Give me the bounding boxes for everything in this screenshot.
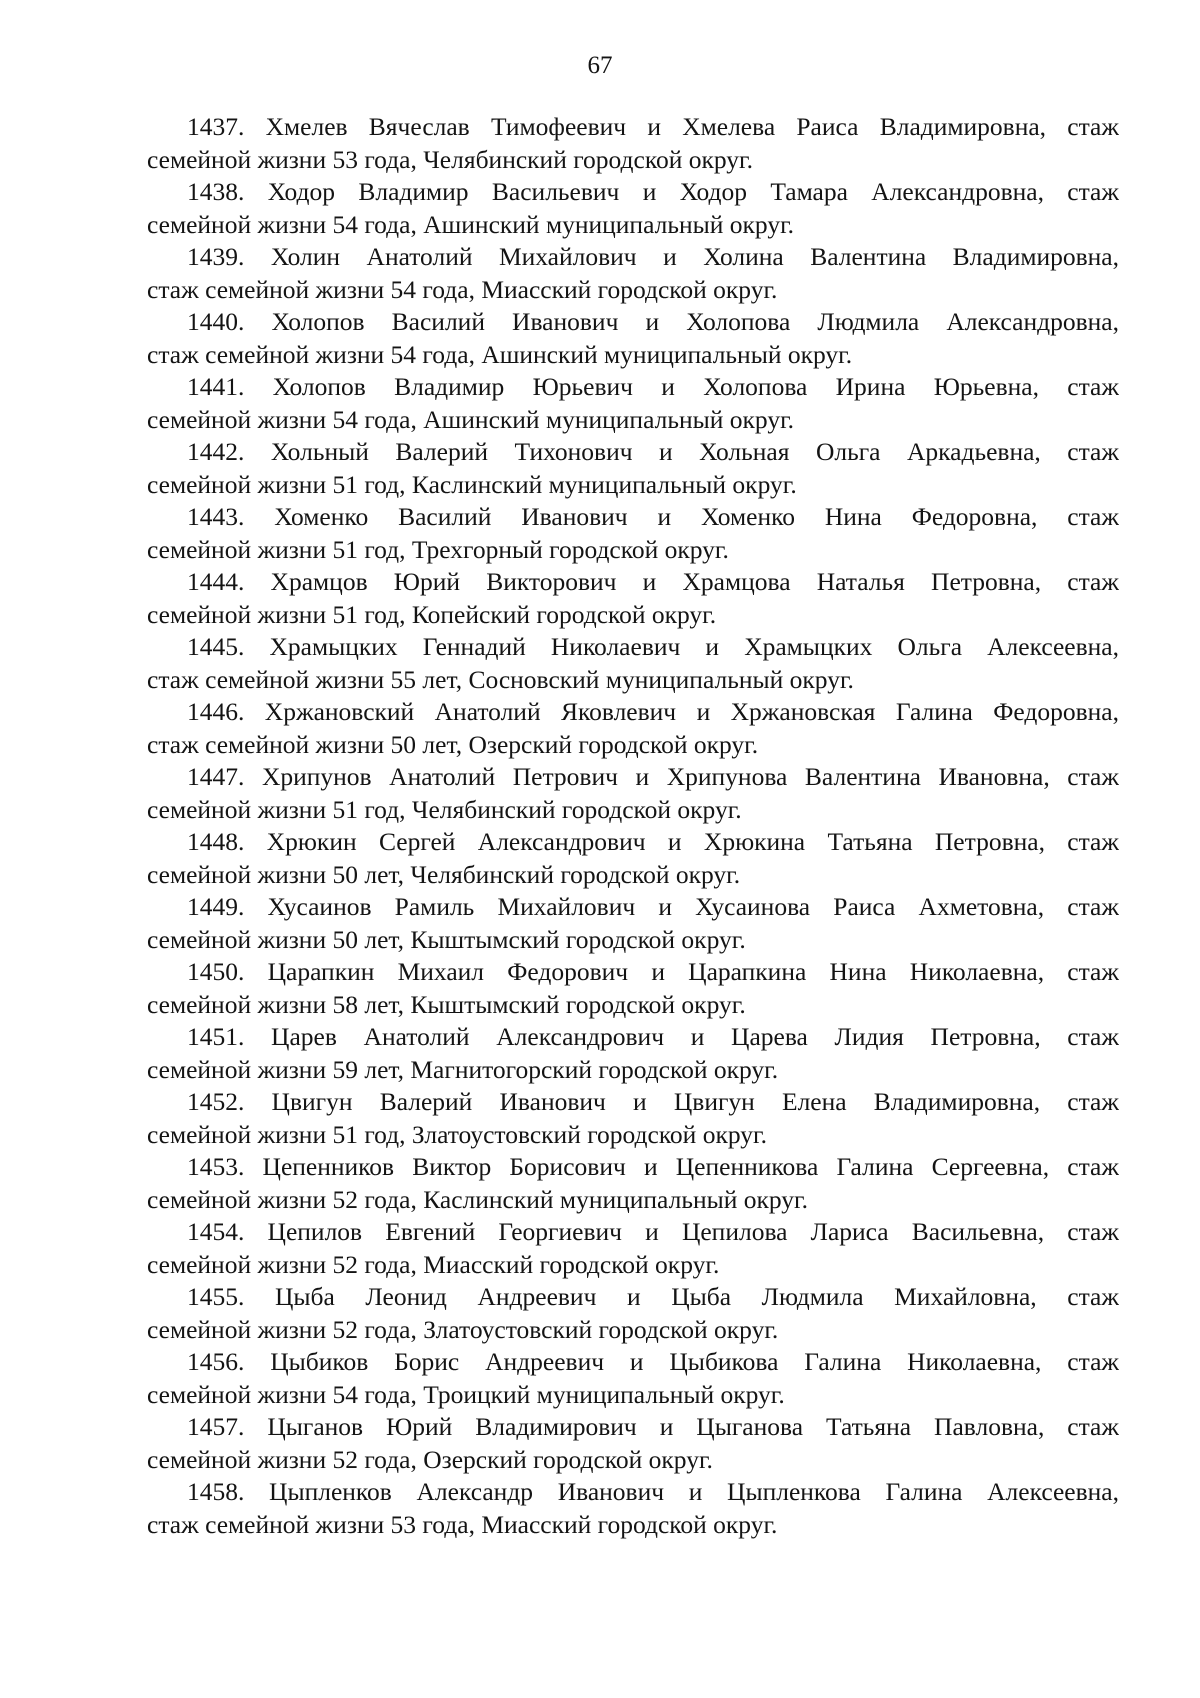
entry-first-line: 1451. Царев Анатолий Александрович и Царева Лидия Петровна, стаж — [187, 1022, 1119, 1051]
entry-list — [147, 111, 1119, 1541]
entry-first-line: 1438. Ходор Владимир Васильевич и Ходор Тамара Александровна, стаж — [187, 177, 1119, 206]
entry-first-line: 1452. Цвигун Валерий Иванович и Цвигун Елена Владимировна, стаж — [187, 1087, 1119, 1116]
entry-second-line: семейной жизни 54 года, Ашинский муниципальный округ. — [147, 209, 795, 239]
entry-first-line: 1457. Цыганов Юрий Владимирович и Цыганова Татьяна Павловна, стаж — [187, 1412, 1119, 1441]
entry-first-line: 1445. Храмыцких Геннадий Николаевич и Храмыцких Ольга Алексеевна, — [187, 632, 1119, 661]
entry-first-line: 1448. Хрюкин Сергей Александрович и Хрюкина Татьяна Петровна, стаж — [187, 827, 1119, 856]
list-item — [147, 501, 1119, 566]
list-item — [147, 956, 1119, 1021]
entry-first-line: 1444. Храмцов Юрий Викторович и Храмцова Наталья Петровна, стаж — [187, 567, 1119, 596]
entry-first-line: 1443. Хоменко Василий Иванович и Хоменко Нина Федоровна, стаж — [187, 502, 1119, 531]
entry-second-line: семейной жизни 50 лет, Кыштымский городской округ. — [147, 924, 746, 954]
entry-second-line: стаж семейной жизни 54 года, Миасский городской округ. — [147, 274, 778, 304]
list-item — [147, 371, 1119, 436]
list-item — [147, 631, 1119, 696]
entry-second-line: стаж семейной жизни 54 года, Ашинский муниципальный округ. — [147, 339, 853, 369]
entry-first-line: 1439. Холин Анатолий Михайлович и Холина Валентина Владимировна, — [187, 242, 1119, 271]
list-item — [147, 1346, 1119, 1411]
entry-second-line: семейной жизни 54 года, Ашинский муниципальный округ. — [147, 404, 795, 434]
entry-first-line: 1449. Хусаинов Рамиль Михайлович и Хусаинова Раиса Ахметовна, стаж — [187, 892, 1119, 921]
entry-second-line: семейной жизни 52 года, Озерский городской округ. — [147, 1444, 713, 1474]
entry-second-line: семейной жизни 51 год, Челябинский городской округ. — [147, 794, 742, 824]
list-item — [147, 1086, 1119, 1151]
list-item — [147, 761, 1119, 826]
entry-first-line: 1458. Цыпленков Александр Иванович и Цыпленкова Галина Алексеевна, — [187, 1477, 1119, 1506]
entry-second-line: семейной жизни 52 года, Каслинский муниципальный округ. — [147, 1184, 809, 1214]
list-item — [147, 176, 1119, 241]
entry-first-line: 1454. Цепилов Евгений Георгиевич и Цепилова Лариса Васильевна, стаж — [187, 1217, 1119, 1246]
entry-first-line: 1447. Хрипунов Анатолий Петрович и Хрипунова Валентина Ивановна, стаж — [187, 762, 1119, 791]
entry-first-line: 1442. Хольный Валерий Тихонович и Хольная Ольга Аркадьевна, стаж — [187, 437, 1119, 466]
entry-first-line: 1455. Цыба Леонид Андреевич и Цыба Людмила Михайловна, стаж — [187, 1282, 1119, 1311]
entry-second-line: семейной жизни 59 лет, Магнитогорский городской округ. — [147, 1054, 779, 1084]
page-number: 67 — [587, 52, 613, 79]
entry-second-line: стаж семейной жизни 50 лет, Озерский городской округ. — [147, 729, 759, 759]
list-item — [147, 241, 1119, 306]
entry-first-line: 1450. Царапкин Михаил Федорович и Царапкина Нина Николаевна, стаж — [187, 957, 1119, 986]
entry-first-line: 1441. Холопов Владимир Юрьевич и Холопова Ирина Юрьевна, стаж — [187, 372, 1119, 401]
entry-second-line: семейной жизни 54 года, Троицкий муниципальный округ. — [147, 1379, 785, 1409]
entry-second-line: семейной жизни 51 год, Трехгорный городской округ. — [147, 534, 729, 564]
entry-second-line: семейной жизни 58 лет, Кыштымский городской округ. — [147, 989, 746, 1019]
list-item — [147, 696, 1119, 761]
list-item — [147, 1021, 1119, 1086]
entry-second-line: семейной жизни 50 лет, Челябинский городской округ. — [147, 859, 741, 889]
entry-second-line: стаж семейной жизни 55 лет, Сосновский муниципальный округ. — [147, 664, 854, 694]
list-item — [147, 1411, 1119, 1476]
entry-second-line: семейной жизни 53 года, Челябинский городской округ. — [147, 144, 753, 174]
entry-second-line: семейной жизни 52 года, Миасский городской округ. — [147, 1249, 720, 1279]
entry-first-line: 1437. Хмелев Вячеслав Тимофеевич и Хмелева Раиса Владимировна, стаж — [187, 112, 1119, 141]
list-item — [147, 111, 1119, 176]
entry-first-line: 1456. Цыбиков Борис Андреевич и Цыбикова Галина Николаевна, стаж — [187, 1347, 1119, 1376]
list-item — [147, 306, 1119, 371]
entry-first-line: 1446. Хржановский Анатолий Яковлевич и Хржановская Галина Федоровна, — [187, 697, 1119, 726]
list-item — [147, 1216, 1119, 1281]
entry-second-line: семейной жизни 51 год, Каслинский муниципальный округ. — [147, 469, 797, 499]
entry-first-line: 1440. Холопов Василий Иванович и Холопова Людмила Александровна, — [187, 307, 1119, 336]
list-item — [147, 1281, 1119, 1346]
entry-second-line: стаж семейной жизни 53 года, Миасский городской округ. — [147, 1509, 778, 1539]
list-item — [147, 566, 1119, 631]
list-item — [147, 826, 1119, 891]
list-item — [147, 891, 1119, 956]
list-item — [147, 436, 1119, 501]
list-item — [147, 1476, 1119, 1541]
entry-second-line: семейной жизни 51 год, Златоустовский городской округ. — [147, 1119, 767, 1149]
list-item — [147, 1151, 1119, 1216]
entry-second-line: семейной жизни 51 год, Копейский городской округ. — [147, 599, 717, 629]
entry-first-line: 1453. Цепенников Виктор Борисович и Цепенникова Галина Сергеевна, стаж — [187, 1152, 1119, 1181]
entry-second-line: семейной жизни 52 года, Златоустовский городской округ. — [147, 1314, 779, 1344]
